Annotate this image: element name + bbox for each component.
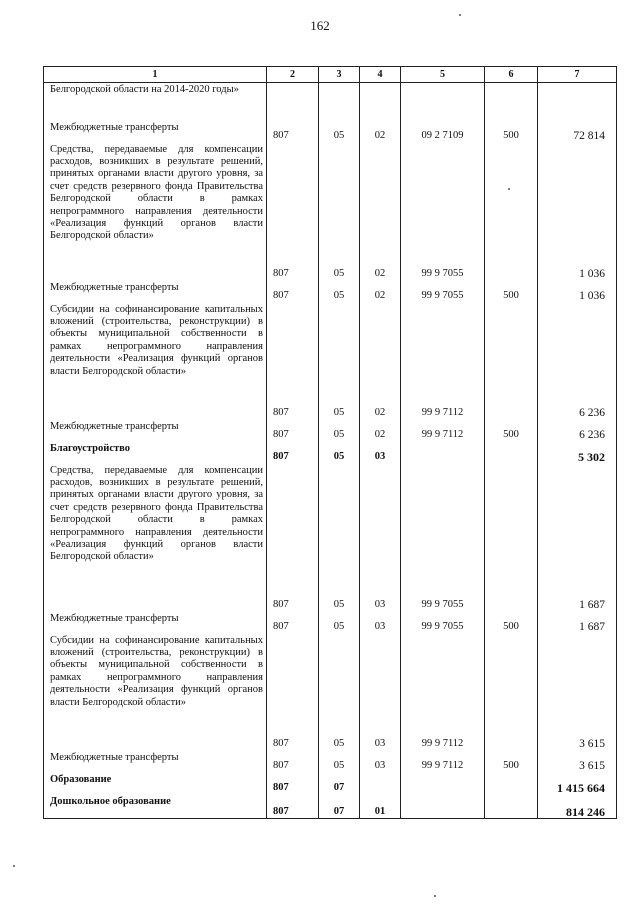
- code-cell: 807: [267, 143, 319, 281]
- table-row: [44, 634, 617, 751]
- amount-cell: [538, 83, 617, 121]
- target-article-cell: [401, 773, 485, 795]
- amount-cell: 1 415 664: [538, 773, 617, 795]
- section-cell: 05: [319, 751, 360, 773]
- code-cell: 807: [267, 795, 319, 819]
- code-cell: 807: [267, 442, 319, 464]
- amount-cell: 5 302: [538, 442, 617, 464]
- description-cell: Благоустройство: [44, 442, 267, 464]
- section-cell: 05: [319, 612, 360, 634]
- section-cell: 05: [319, 442, 360, 464]
- description-cell: Белгородской области на 2014-2020 годы»: [44, 83, 267, 121]
- section-cell: 05: [319, 420, 360, 442]
- code-cell: 807: [267, 121, 319, 143]
- description-cell: Субсидии на софинансирование капитальных вложений (строительства, реконструкции) в объекты муниципальной собственности в рамках непрограммного направления деятельности «Реализация функций органов власти Белгородской области»: [44, 634, 267, 751]
- expense-type-cell: 500: [485, 751, 538, 773]
- description-cell: Дошкольное образование: [44, 795, 267, 819]
- expense-type-cell: [485, 442, 538, 464]
- section-cell: 05: [319, 303, 360, 420]
- table-row: [44, 442, 617, 464]
- amount-cell: 3 615: [538, 634, 617, 751]
- section-cell: 05: [319, 281, 360, 303]
- header-cell: 5: [401, 67, 485, 83]
- target-article-cell: 99 9 7055: [401, 143, 485, 281]
- code-cell: 807: [267, 464, 319, 612]
- subsection-cell: 03: [360, 634, 401, 751]
- header-cell: 1: [44, 67, 267, 83]
- target-article-cell: 99 9 7112: [401, 303, 485, 420]
- subsection-cell: [360, 83, 401, 121]
- code-cell: 807: [267, 612, 319, 634]
- description-cell: Межбюджетные трансферты: [44, 751, 267, 773]
- table-row: [44, 795, 617, 819]
- code-cell: 807: [267, 420, 319, 442]
- header-cell: 6: [485, 67, 538, 83]
- table-row: [44, 281, 617, 303]
- table-row: [44, 303, 617, 420]
- target-article-cell: 99 9 7055: [401, 281, 485, 303]
- amount-cell: 72 814: [538, 121, 617, 143]
- expense-type-cell: 500: [485, 121, 538, 143]
- description-cell: Образование: [44, 773, 267, 795]
- section-cell: 07: [319, 773, 360, 795]
- expense-type-cell: [485, 464, 538, 612]
- header-cell: 3: [319, 67, 360, 83]
- table-row: [44, 420, 617, 442]
- target-article-cell: 99 9 7112: [401, 634, 485, 751]
- subsection-cell: 02: [360, 281, 401, 303]
- scan-speck: [459, 14, 461, 16]
- target-article-cell: 99 9 7055: [401, 612, 485, 634]
- expense-type-cell: [485, 303, 538, 420]
- subsection-cell: 03: [360, 442, 401, 464]
- section-cell: 05: [319, 143, 360, 281]
- section-cell: 05: [319, 464, 360, 612]
- scan-speck: [434, 895, 436, 897]
- amount-cell: 3 615: [538, 751, 617, 773]
- subsection-cell: 01: [360, 795, 401, 819]
- subsection-cell: 03: [360, 751, 401, 773]
- expense-type-cell: 500: [485, 612, 538, 634]
- description-cell: Средства, передаваемые для компенсации расходов, возникших в результате решений, принятых органами власти другого уровня, за счет средств резервного фонда Правительства Белгородской области в рамках непрограммного направления деятельности «Реализация функций органов власти Белгородской области»: [44, 143, 267, 281]
- table-row: [44, 464, 617, 612]
- page-number: 162: [310, 18, 330, 33]
- amount-cell: 1 687: [538, 464, 617, 612]
- subsection-cell: 02: [360, 121, 401, 143]
- section-cell: 07: [319, 795, 360, 819]
- target-article-cell: [401, 83, 485, 121]
- description-cell: Межбюджетные трансферты: [44, 121, 267, 143]
- target-article-cell: 99 9 7112: [401, 751, 485, 773]
- header-cell: 4: [360, 67, 401, 83]
- code-cell: 807: [267, 303, 319, 420]
- code-cell: 807: [267, 751, 319, 773]
- expense-type-cell: [485, 143, 538, 281]
- header-cell: 2: [267, 67, 319, 83]
- code-cell: 807: [267, 634, 319, 751]
- description-cell: Межбюджетные трансферты: [44, 420, 267, 442]
- amount-cell: 6 236: [538, 303, 617, 420]
- table-header-row: [44, 67, 617, 83]
- expense-type-cell: 500: [485, 281, 538, 303]
- subsection-cell: 03: [360, 464, 401, 612]
- scan-speck: [13, 865, 15, 867]
- description-cell: Межбюджетные трансферты: [44, 612, 267, 634]
- subsection-cell: 03: [360, 612, 401, 634]
- code-cell: 807: [267, 281, 319, 303]
- description-cell: Средства, передаваемые для компенсации расходов, возникших в результате решений, принятых органами власти другого уровня, за счет средств резервного фонда Правительства Белгородской области в рамках непрограммного направления деятельности «Реализация функций органов власти Белгородской области»: [44, 464, 267, 612]
- expense-type-cell: [485, 83, 538, 121]
- expense-type-cell: [485, 634, 538, 751]
- section-cell: 05: [319, 121, 360, 143]
- expense-type-cell: [485, 773, 538, 795]
- amount-cell: 1 036: [538, 281, 617, 303]
- amount-cell: 1 036: [538, 143, 617, 281]
- subsection-cell: 02: [360, 143, 401, 281]
- table-row: [44, 612, 617, 634]
- section-cell: [319, 83, 360, 121]
- target-article-cell: [401, 442, 485, 464]
- target-article-cell: [401, 795, 485, 819]
- description-cell: Субсидии на софинансирование капитальных вложений (строительства, реконструкции) в объекты муниципальной собственности в рамках непрограммного направления деятельности «Реализация функций органов власти Белгородской области»: [44, 303, 267, 420]
- table-row: [44, 83, 617, 121]
- table-row: [44, 773, 617, 795]
- expense-type-cell: 500: [485, 420, 538, 442]
- amount-cell: 814 246: [538, 795, 617, 819]
- target-article-cell: 99 9 7055: [401, 464, 485, 612]
- header-cell: 7: [538, 67, 617, 83]
- expense-type-cell: [485, 795, 538, 819]
- amount-cell: 1 687: [538, 612, 617, 634]
- code-cell: 807: [267, 773, 319, 795]
- budget-table: [43, 66, 617, 819]
- section-cell: 05: [319, 634, 360, 751]
- description-cell: Межбюджетные трансферты: [44, 281, 267, 303]
- amount-cell: 6 236: [538, 420, 617, 442]
- subsection-cell: 02: [360, 420, 401, 442]
- subsection-cell: [360, 773, 401, 795]
- table-row: [44, 751, 617, 773]
- scan-speck: [508, 188, 510, 190]
- target-article-cell: 09 2 7109: [401, 121, 485, 143]
- target-article-cell: 99 9 7112: [401, 420, 485, 442]
- table-row: [44, 121, 617, 143]
- subsection-cell: 02: [360, 303, 401, 420]
- table-row: [44, 143, 617, 281]
- code-cell: [267, 83, 319, 121]
